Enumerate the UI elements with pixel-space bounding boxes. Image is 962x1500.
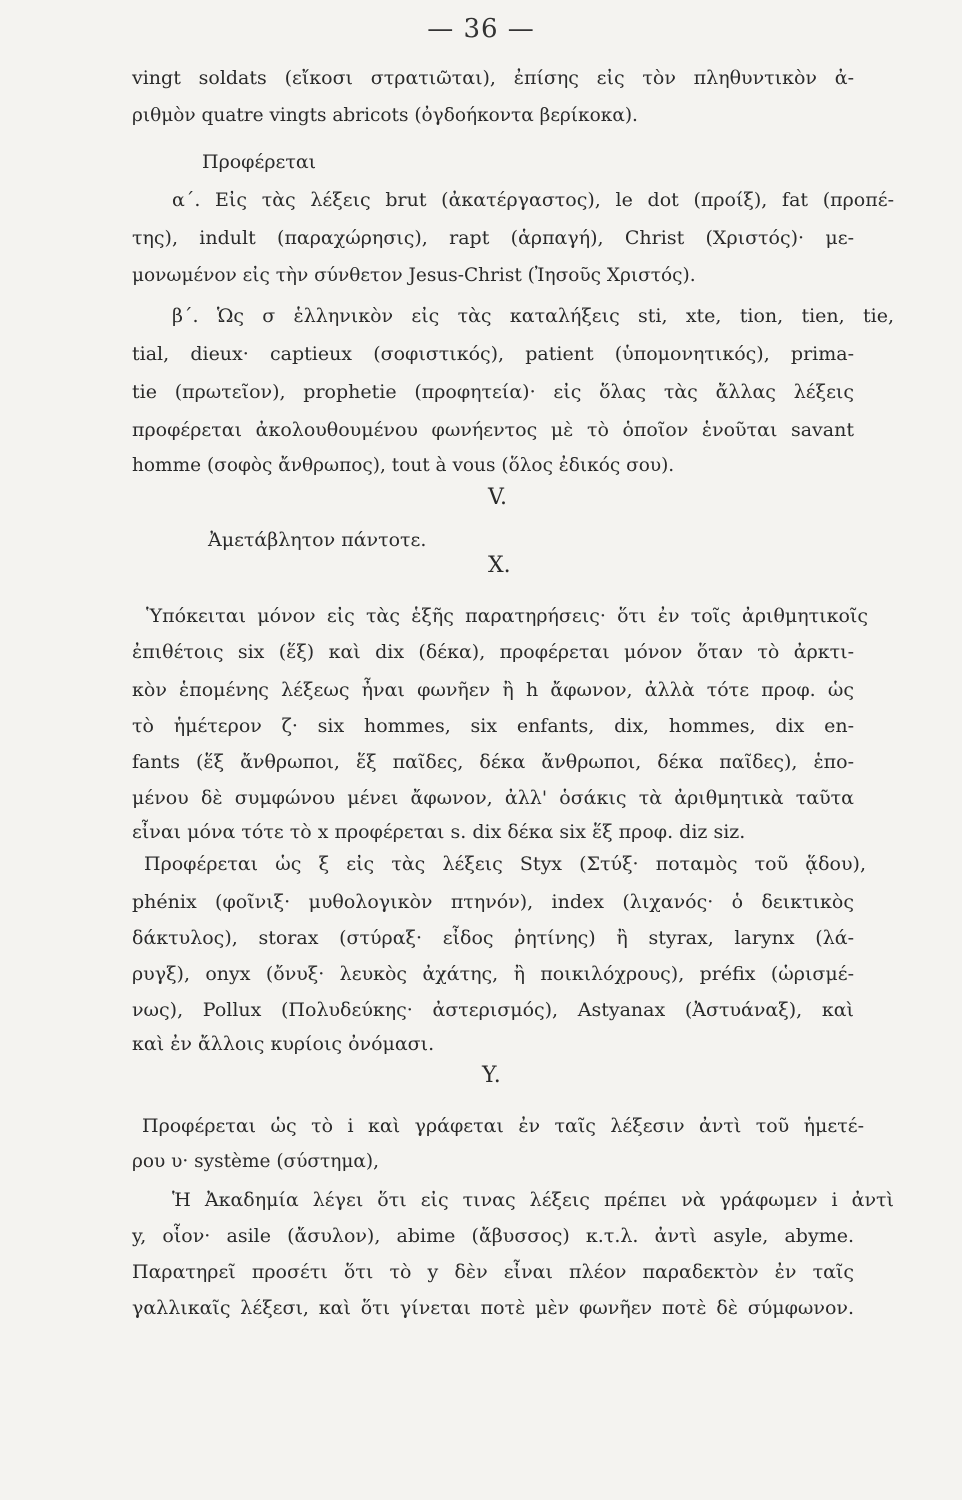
text-line: ἐπιθέτοις six (ἕξ) καὶ dix (δέκα), προφέρεται μόνον ὅταν τὸ ἀρκτι- — [132, 641, 854, 663]
text-line: ρου υ· système (σύστημα), — [132, 1151, 379, 1172]
text-line: τὸ ἡμέτερον ζ· six hommes, six enfants, dix, hommes, dix en- — [132, 715, 854, 737]
section-heading-v: V. — [488, 485, 508, 510]
text-line: καὶ ἐν ἄλλοις κυρίοις ὀνόμασι. — [132, 1033, 435, 1055]
text-line: Ὑπόκειται μόνον εἰς τὰς ἑξῆς παρατηρήσεις· ὅτι ἐν τοῖς ἀριθμητικοῖς — [146, 605, 868, 627]
text-line: κὸν ἑπομένης λέξεως ἦναι φωνῆεν ἢ h ἄφωνον, ἀλλὰ τότε προφ. ὡς — [132, 679, 854, 701]
section-heading-y: Y. — [482, 1063, 501, 1088]
text-line: γαλλικαῖς λέξεσι, καὶ ὅτι γίνεται ποτὲ μὲν φωνῆεν ποτὲ δὲ σύμφωνον. — [132, 1297, 854, 1319]
text-line: phénix (φοῖνιξ· μυθολογικὸν πτηνόν), index (λιχανός· ὁ δεικτικὸς — [132, 891, 854, 913]
text-line: β΄. Ὡς σ ἑλληνικὸν εἰς τὰς καταλήξεις sti, xte, tion, tien, tie, — [172, 305, 894, 327]
text-line: α΄. Εἰς τὰς λέξεις brut (ἀκατέργαστος), le dot (προίξ), fat (προπέ- — [172, 189, 894, 211]
section-heading-x: X. — [488, 553, 511, 578]
text-line: δάκτυλος), storax (στύραξ· εἶδος ῥητίνης) ἢ styrax, larynx (λά- — [132, 927, 854, 949]
text-line: νως), Pollux (Πολυδεύκης· ἀστερισμός), Astyanax (Ἀστυάναξ), καὶ — [132, 999, 854, 1021]
text-line: Ἡ Ἀκαδημία λέγει ὅτι εἰς τινας λέξεις πρέπει νὰ γράφωμεν i ἀντὶ — [172, 1189, 894, 1211]
text-line: εἶναι μόνα τότε τὸ x προφέρεται s. dix δέκα six ἕξ προφ. diz siz. — [132, 821, 746, 843]
text-line: Προφέρεται ὡς ξ εἰς τὰς λέξεις Styx (Στύξ· ποταμὸς τοῦ ᾅδου), — [144, 853, 866, 875]
text-line: fants (ἕξ ἄνθρωποι, ἕξ παῖδες, δέκα ἄνθρωποι, δέκα παῖδες), ἑπο- — [132, 751, 854, 773]
text-line: προφέρεται ἀκολουθουμένου φωνήεντος μὲ τὸ ὁποῖον ἑνοῦται savant — [132, 419, 854, 441]
text-line: της), indult (παραχώρησις), rapt (ἁρπαγή), Christ (Χριστός)· με- — [132, 227, 854, 249]
text-line: Ἀμετάβλητον πάντοτε. — [208, 529, 427, 551]
text-line: Προφέρεται ὡς τὸ i καὶ γράφεται ἐν ταῖς λέξεσιν ἀντὶ τοῦ ἡμετέ- — [142, 1115, 864, 1137]
text-line: Προφέρεται — [202, 151, 317, 173]
page-number: — 36 — — [427, 14, 535, 44]
text-line: μονωμένον εἰς τὴν σύνθετον Jesus-Christ (Ἰησοῦς Χριστός). — [132, 265, 696, 286]
text-line: tial, dieux· captieux (σοφιστικός), patient (ὑπομονητικός), prima- — [132, 343, 854, 365]
text-line: ριθμὸν quatre vingts abricots (ὀγδοήκοντα βερίκοκα). — [132, 105, 638, 126]
text-line: tie (πρωτεῖον), prophetie (προφητεία)· εἰς ὅλας τὰς ἄλλας λέξεις — [132, 381, 854, 403]
text-line: y, οἷον· asile (ἄσυλον), abime (ἄβυσσος) κ.τ.λ. ἀντὶ asyle, abyme. — [132, 1225, 854, 1247]
text-line: homme (σοφὸς ἄνθρωπος), tout à vous (ὅλος ἐδικός σου). — [132, 455, 675, 476]
text-line: μένου δὲ συμφώνου μένει ἄφωνον, ἀλλ' ὁσάκις τὰ ἀριθμητικὰ ταῦτα — [132, 787, 854, 809]
text-line: ρυγξ), onyx (ὄνυξ· λευκὸς ἀχάτης, ἢ ποικιλόχρους), préfix (ὡρισμέ- — [132, 963, 854, 985]
text-line: Παρατηρεῖ προσέτι ὅτι τὸ y δὲν εἶναι πλέον παραδεκτὸν ἐν ταῖς — [132, 1261, 854, 1283]
text-line: vingt soldats (εἴκοσι στρατιῶται), ἐπίσης εἰς τὸν πληθυντικὸν ἀ- — [132, 67, 854, 89]
